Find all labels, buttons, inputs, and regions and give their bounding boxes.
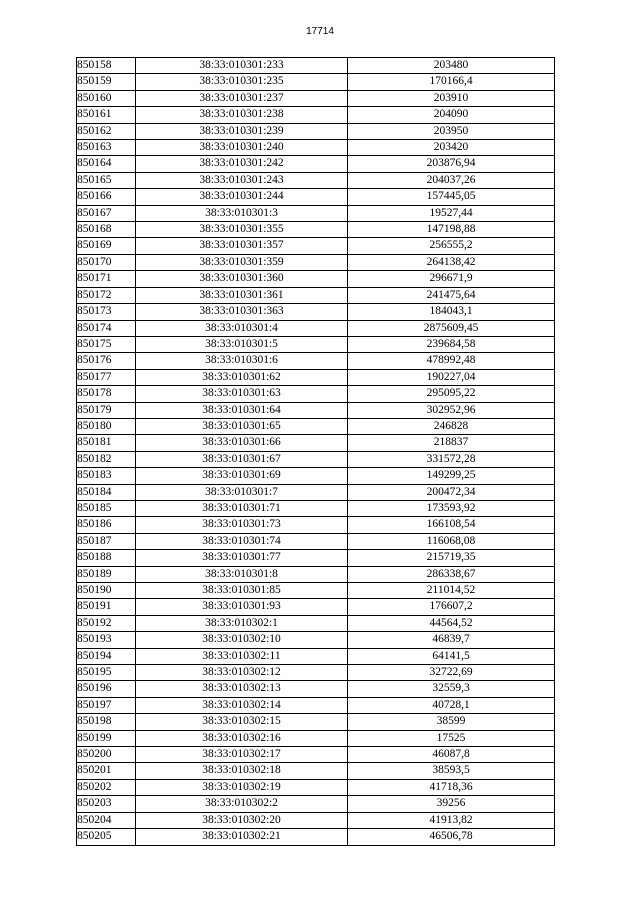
cadastral-value-cell: 38593,5 — [348, 763, 555, 779]
table-row — [77, 451, 555, 467]
table-row — [77, 730, 555, 746]
cadastral-number-cell: 38:33:010301:238 — [136, 107, 348, 123]
cadastral-number-cell: 38:33:010301:4 — [136, 320, 348, 336]
row-id-cell: 850181 — [77, 435, 136, 451]
cadastral-number-cell: 38:33:010301:243 — [136, 172, 348, 188]
row-id-cell: 850189 — [77, 566, 136, 582]
cadastral-number-cell: 38:33:010301:6 — [136, 353, 348, 369]
row-id-cell: 850203 — [77, 796, 136, 812]
cadastral-value-cell: 147198,88 — [348, 222, 555, 238]
row-id-cell: 850163 — [77, 140, 136, 156]
cadastral-value-cell: 256555,2 — [348, 238, 555, 254]
table-row — [77, 320, 555, 336]
cadastral-value-cell: 246828 — [348, 418, 555, 434]
table-row — [77, 58, 555, 74]
cadastral-value-cell: 190227,04 — [348, 369, 555, 385]
cadastral-number-cell: 38:33:010301:63 — [136, 386, 348, 402]
cadastral-number-cell: 38:33:010301:239 — [136, 123, 348, 139]
cadastral-value-cell: 46506,78 — [348, 829, 555, 845]
cadastral-number-cell: 38:33:010302:16 — [136, 730, 348, 746]
cadastral-value-cell: 478992,48 — [348, 353, 555, 369]
cadastral-number-cell: 38:33:010302:13 — [136, 681, 348, 697]
table-row — [77, 271, 555, 287]
cadastral-value-cell: 203950 — [348, 123, 555, 139]
cadastral-value-cell: 116068,08 — [348, 533, 555, 549]
table-row — [77, 533, 555, 549]
cadastral-value-cell: 39256 — [348, 796, 555, 812]
table-row — [77, 238, 555, 254]
table-row — [77, 468, 555, 484]
cadastral-value-cell: 203420 — [348, 140, 555, 156]
row-id-cell: 850187 — [77, 533, 136, 549]
cadastral-number-cell: 38:33:010301:361 — [136, 287, 348, 303]
table-row — [77, 550, 555, 566]
cadastral-number-cell: 38:33:010301:62 — [136, 369, 348, 385]
cadastral-number-cell: 38:33:010302:20 — [136, 812, 348, 828]
table-row — [77, 599, 555, 615]
cadastral-number-cell: 38:33:010301:240 — [136, 140, 348, 156]
cadastral-value-cell: 173593,92 — [348, 500, 555, 516]
cadastral-value-cell: 331572,28 — [348, 451, 555, 467]
cadastral-number-cell: 38:33:010301:363 — [136, 304, 348, 320]
table-row — [77, 500, 555, 516]
row-id-cell: 850191 — [77, 599, 136, 615]
cadastral-value-cell: 32722,69 — [348, 665, 555, 681]
row-id-cell: 850192 — [77, 615, 136, 631]
cadastral-value-cell: 170166,4 — [348, 74, 555, 90]
row-id-cell: 850204 — [77, 812, 136, 828]
cadastral-number-cell: 38:33:010301:359 — [136, 254, 348, 270]
cadastral-number-cell: 38:33:010301:5 — [136, 336, 348, 352]
cadastral-value-cell: 296671,9 — [348, 271, 555, 287]
cadastral-value-cell: 176607,2 — [348, 599, 555, 615]
table-row — [77, 189, 555, 205]
cadastral-value-cell: 17525 — [348, 730, 555, 746]
row-id-cell: 850201 — [77, 763, 136, 779]
table-row — [77, 74, 555, 90]
cadastral-number-cell: 38:33:010302:15 — [136, 714, 348, 730]
cadastral-number-cell: 38:33:010301:244 — [136, 189, 348, 205]
row-id-cell: 850184 — [77, 484, 136, 500]
cadastral-value-cell: 19527,44 — [348, 205, 555, 221]
row-id-cell: 850202 — [77, 779, 136, 795]
row-id-cell: 850194 — [77, 648, 136, 664]
table-row — [77, 665, 555, 681]
row-id-cell: 850182 — [77, 451, 136, 467]
cadastral-number-cell: 38:33:010301:71 — [136, 500, 348, 516]
cadastral-number-cell: 38:33:010302:2 — [136, 796, 348, 812]
cadastral-number-cell: 38:33:010301:64 — [136, 402, 348, 418]
row-id-cell: 850175 — [77, 336, 136, 352]
row-id-cell: 850200 — [77, 747, 136, 763]
cadastral-value-cell: 184043,1 — [348, 304, 555, 320]
table-row — [77, 484, 555, 500]
row-id-cell: 850166 — [77, 189, 136, 205]
row-id-cell: 850198 — [77, 714, 136, 730]
row-id-cell: 850165 — [77, 172, 136, 188]
table-row — [77, 123, 555, 139]
table-row — [77, 353, 555, 369]
row-id-cell: 850193 — [77, 632, 136, 648]
cadastral-value-cell: 264138,42 — [348, 254, 555, 270]
cadastral-number-cell: 38:33:010302:12 — [136, 665, 348, 681]
cadastral-number-cell: 38:33:010302:14 — [136, 697, 348, 713]
cadastral-value-cell: 41913,82 — [348, 812, 555, 828]
row-id-cell: 850196 — [77, 681, 136, 697]
table-row — [77, 747, 555, 763]
cadastral-number-cell: 38:33:010301:233 — [136, 58, 348, 74]
row-id-cell: 850178 — [77, 386, 136, 402]
row-id-cell: 850167 — [77, 205, 136, 221]
cadastral-number-cell: 38:33:010301:8 — [136, 566, 348, 582]
cadastral-value-cell: 215719,35 — [348, 550, 555, 566]
cadastral-number-cell: 38:33:010302:10 — [136, 632, 348, 648]
row-id-cell: 850197 — [77, 697, 136, 713]
cadastral-value-cell: 203910 — [348, 90, 555, 106]
table-row — [77, 172, 555, 188]
cadastral-number-cell: 38:33:010301:235 — [136, 74, 348, 90]
table-row — [77, 336, 555, 352]
table-row — [77, 681, 555, 697]
table-row — [77, 435, 555, 451]
cadastral-value-cell: 239684,58 — [348, 336, 555, 352]
row-id-cell: 850190 — [77, 583, 136, 599]
cadastral-value-cell: 38599 — [348, 714, 555, 730]
cadastral-value-cell: 286338,67 — [348, 566, 555, 582]
table-row — [77, 418, 555, 434]
row-id-cell: 850179 — [77, 402, 136, 418]
row-id-cell: 850173 — [77, 304, 136, 320]
cadastral-number-cell: 38:33:010301:242 — [136, 156, 348, 172]
table-row — [77, 90, 555, 106]
cadastral-number-cell: 38:33:010301:73 — [136, 517, 348, 533]
table-row — [77, 566, 555, 582]
cadastral-value-cell: 40728,1 — [348, 697, 555, 713]
row-id-cell: 850159 — [77, 74, 136, 90]
cadastral-value-cell: 46087,8 — [348, 747, 555, 763]
cadastral-number-cell: 38:33:010301:77 — [136, 550, 348, 566]
cadastral-value-cell: 2875609,45 — [348, 320, 555, 336]
row-id-cell: 850176 — [77, 353, 136, 369]
row-id-cell: 850174 — [77, 320, 136, 336]
cadastral-number-cell: 38:33:010302:21 — [136, 829, 348, 845]
cadastral-number-cell: 38:33:010302:19 — [136, 779, 348, 795]
cadastral-value-table — [76, 57, 555, 846]
row-id-cell: 850172 — [77, 287, 136, 303]
cadastral-value-cell: 241475,64 — [348, 287, 555, 303]
cadastral-value-cell: 166108,54 — [348, 517, 555, 533]
table-row — [77, 254, 555, 270]
cadastral-number-cell: 38:33:010302:17 — [136, 747, 348, 763]
table-row — [77, 829, 555, 845]
row-id-cell: 850162 — [77, 123, 136, 139]
table-row — [77, 648, 555, 664]
cadastral-number-cell: 38:33:010301:355 — [136, 222, 348, 238]
row-id-cell: 850171 — [77, 271, 136, 287]
table-row — [77, 287, 555, 303]
cadastral-number-cell: 38:33:010301:69 — [136, 468, 348, 484]
cadastral-number-cell: 38:33:010302:11 — [136, 648, 348, 664]
cadastral-number-cell: 38:33:010301:66 — [136, 435, 348, 451]
cadastral-value-cell: 157445,05 — [348, 189, 555, 205]
cadastral-value-cell: 200472,34 — [348, 484, 555, 500]
cadastral-value-cell: 204037,26 — [348, 172, 555, 188]
row-id-cell: 850170 — [77, 254, 136, 270]
row-id-cell: 850180 — [77, 418, 136, 434]
cadastral-number-cell: 38:33:010301:360 — [136, 271, 348, 287]
cadastral-value-cell: 203876,94 — [348, 156, 555, 172]
cadastral-value-cell: 204090 — [348, 107, 555, 123]
page-number: 17714 — [306, 26, 334, 37]
cadastral-value-cell: 46839,7 — [348, 632, 555, 648]
cadastral-number-cell: 38:33:010302:18 — [136, 763, 348, 779]
row-id-cell: 850205 — [77, 829, 136, 845]
cadastral-number-cell: 38:33:010301:3 — [136, 205, 348, 221]
row-id-cell: 850160 — [77, 90, 136, 106]
table-row — [77, 222, 555, 238]
table-row — [77, 812, 555, 828]
table-row — [77, 140, 555, 156]
table-row — [77, 779, 555, 795]
row-id-cell: 850164 — [77, 156, 136, 172]
cadastral-number-cell: 38:33:010301:237 — [136, 90, 348, 106]
table-row — [77, 402, 555, 418]
cadastral-number-cell: 38:33:010301:67 — [136, 451, 348, 467]
cadastral-number-cell: 38:33:010301:7 — [136, 484, 348, 500]
row-id-cell: 850188 — [77, 550, 136, 566]
cadastral-number-cell: 38:33:010301:74 — [136, 533, 348, 549]
table-row — [77, 763, 555, 779]
table-body — [77, 58, 555, 846]
cadastral-value-cell: 41718,36 — [348, 779, 555, 795]
row-id-cell: 850183 — [77, 468, 136, 484]
table-row — [77, 714, 555, 730]
row-id-cell: 850186 — [77, 517, 136, 533]
table-row — [77, 632, 555, 648]
cadastral-number-cell: 38:33:010302:1 — [136, 615, 348, 631]
cadastral-number-cell: 38:33:010301:357 — [136, 238, 348, 254]
cadastral-number-cell: 38:33:010301:85 — [136, 583, 348, 599]
table-row — [77, 205, 555, 221]
cadastral-value-cell: 32559,3 — [348, 681, 555, 697]
table-row — [77, 107, 555, 123]
table-row — [77, 615, 555, 631]
cadastral-number-cell: 38:33:010301:65 — [136, 418, 348, 434]
cadastral-value-cell: 44564,52 — [348, 615, 555, 631]
table-row — [77, 304, 555, 320]
row-id-cell: 850195 — [77, 665, 136, 681]
row-id-cell: 850199 — [77, 730, 136, 746]
table-row — [77, 386, 555, 402]
table-row — [77, 697, 555, 713]
table-row — [77, 517, 555, 533]
cadastral-value-cell: 295095,22 — [348, 386, 555, 402]
cadastral-value-cell: 211014,52 — [348, 583, 555, 599]
table-row — [77, 583, 555, 599]
row-id-cell: 850161 — [77, 107, 136, 123]
row-id-cell: 850168 — [77, 222, 136, 238]
cadastral-value-cell: 302952,96 — [348, 402, 555, 418]
row-id-cell: 850158 — [77, 58, 136, 74]
cadastral-number-cell: 38:33:010301:93 — [136, 599, 348, 615]
cadastral-value-cell: 203480 — [348, 58, 555, 74]
row-id-cell: 850185 — [77, 500, 136, 516]
cadastral-value-cell: 64141,5 — [348, 648, 555, 664]
table-row — [77, 369, 555, 385]
row-id-cell: 850169 — [77, 238, 136, 254]
cadastral-value-cell: 149299,25 — [348, 468, 555, 484]
cadastral-value-cell: 218837 — [348, 435, 555, 451]
table-row — [77, 156, 555, 172]
row-id-cell: 850177 — [77, 369, 136, 385]
table-row — [77, 796, 555, 812]
